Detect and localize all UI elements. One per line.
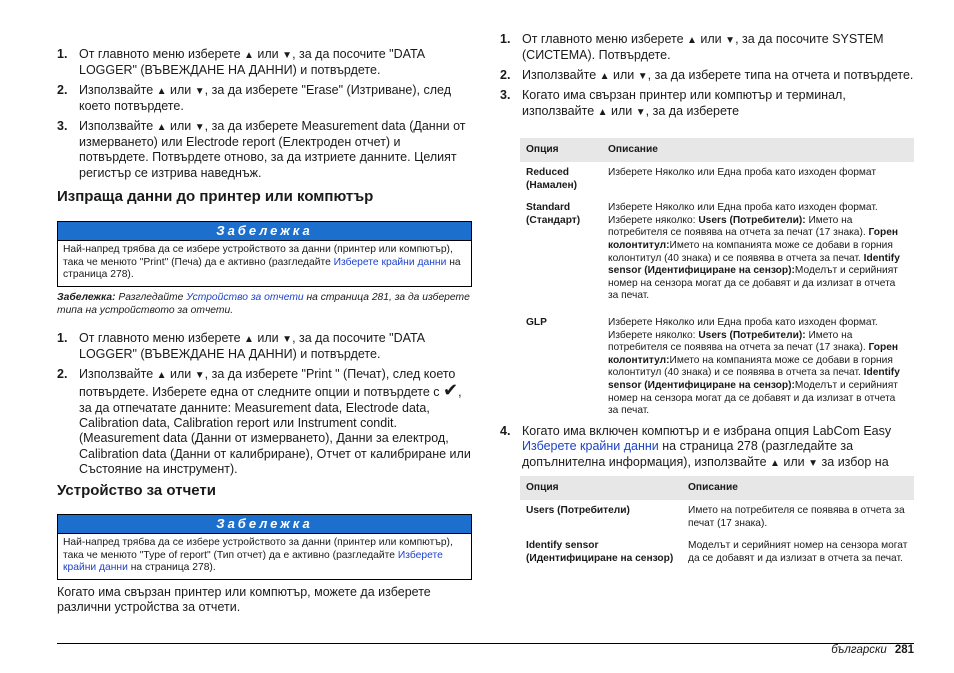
erase-steps <box>57 47 471 185</box>
col-header-option: Опция <box>520 138 602 162</box>
table-row <box>520 197 914 312</box>
desc-text: Името на компанията може се добави в горния колонтитул (40 знака) и се появява в отчета за печат. <box>608 354 893 379</box>
arrow-down-icon: ▼ <box>808 457 819 469</box>
checkmark-icon: ✔ <box>443 380 459 401</box>
remark-text-end: на страница 281, за да изберете типа на устройството за отчети. <box>57 292 470 316</box>
step-text: Използвайте <box>79 82 157 97</box>
step-text: или <box>779 454 809 469</box>
arrow-up-icon: ▲ <box>597 106 608 118</box>
section-title-send-data: Изпраща данни до принтер или компютър <box>57 188 374 205</box>
arrow-down-icon: ▼ <box>635 106 646 118</box>
step-item <box>500 68 914 84</box>
table-header-row <box>520 138 914 162</box>
step-number: 2. <box>500 67 511 82</box>
link-select-output[interactable]: Изберете крайни данни <box>333 256 447 268</box>
col-header-option: Опция <box>520 476 682 500</box>
desc-text: Моделът и серийният номер на сензора могат да се добавят и да излизат в отчета за печат. <box>608 379 898 417</box>
step-text: Използвайте <box>522 67 600 82</box>
step-item <box>57 47 471 79</box>
print-steps <box>57 331 471 482</box>
desc-bold: Identify sensor (Идентифициране на сензор): <box>608 367 900 391</box>
desc-text: Изберете Няколко или Една проба като изходен формат. Изберете няколко: <box>608 316 878 341</box>
step-text: на страница 278 (разгледайте за допълнителна информация), използвайте <box>522 439 854 469</box>
desc-bold: Identify sensor (Идентифициране на сензор): <box>608 252 900 277</box>
arrow-up-icon: ▲ <box>244 50 254 61</box>
arrow-up-icon: ▲ <box>156 369 167 381</box>
note-header: Забележка <box>58 222 471 241</box>
option-cell: Identify sensor (Идентифициране на сензор) <box>526 540 674 564</box>
table-row <box>520 535 914 570</box>
description-cell: Името на потребителя се появява в отчета за печат (17 знака). <box>688 505 905 529</box>
step-text: От главното меню изберете <box>79 331 245 345</box>
arrow-down-icon: ▼ <box>637 70 648 82</box>
option-cell: Standard (Стандарт) <box>526 202 581 226</box>
description-cell <box>602 312 914 423</box>
step-text: От главното меню изберете <box>522 32 688 46</box>
step-number: 1. <box>57 331 68 345</box>
arrow-up-icon: ▲ <box>156 85 167 97</box>
step-text: или <box>166 366 195 381</box>
option-cell: Users (Потребители) <box>526 505 630 516</box>
description-cell <box>602 197 914 312</box>
arrow-down-icon: ▼ <box>194 121 205 133</box>
step-item <box>57 367 471 478</box>
step-text: , за да изберете <box>645 103 740 118</box>
arrow-down-icon: ▼ <box>194 369 205 381</box>
desc-text: Името на потребителя се появява на отчета за печат (17 знака). <box>608 329 869 354</box>
option-cell: GLP <box>526 316 547 328</box>
note-header: Забележка <box>58 515 471 534</box>
step-item <box>57 331 471 363</box>
arrow-down-icon: ▼ <box>725 35 736 46</box>
note-text: Най-напред трябва да се избере устройството за данни (принтер или компютър), така че менюто "Print" (Печа) да е активно (разгледайте <box>63 244 453 268</box>
note-text-end: на страница 278). <box>127 562 216 574</box>
col-header-description: Описание <box>602 138 914 162</box>
step-text: , за да изберете "Print " (Печат), след което потвърдете. Изберете една от следните опции и потвърдете с <box>79 366 456 400</box>
note-text-end: на страница 278). <box>63 256 461 281</box>
arrow-down-icon: ▼ <box>282 50 293 61</box>
note-box-report-type <box>57 514 472 580</box>
step-item <box>500 88 914 120</box>
step-text: или <box>696 32 726 46</box>
note-text: Най-напред трябва да се избере устройството за данни (принтер или компютър), така че менюто "Type of report" (Тип отчет) да е активно (разгледайте <box>63 537 453 561</box>
step-text: От главното меню изберете <box>79 47 245 61</box>
table-row <box>520 162 914 197</box>
step-item <box>57 119 471 182</box>
arrow-up-icon: ▲ <box>687 35 697 46</box>
desc-text: Моделът и серийният номер на сензора могат да се добавят и да излизат в отчета за печат. <box>608 265 898 302</box>
remark-label: Забележка: <box>57 292 116 303</box>
section-title-report-device: Устройство за отчети <box>57 482 216 499</box>
desc-bold: Горен колонтитул: <box>608 342 899 366</box>
arrow-up-icon: ▲ <box>770 457 780 469</box>
step-item <box>57 83 471 115</box>
step-text: , за да изберете Measurement data (Данни от измерването) или Electrode report (Електроден отчет) и потвърдете. Потвърдете отново, за да изтриете данните. Целият регистър се изтрива наведнъж. <box>79 118 466 180</box>
labcom-options-table <box>520 476 914 570</box>
step-number: 1. <box>57 47 68 61</box>
arrow-down-icon: ▼ <box>194 85 205 97</box>
step-text: , за да отпечатате данните: Measurement data, Electrode data, Calibration data, Calibration report или Instrument condit. (Measurement data (Данни от измерването), Данни за електрод, Calibration data (Данни от калибриране), Отчет от калибриране или Състояние на инструмент). <box>79 385 471 477</box>
step-number: 2. <box>57 82 68 97</box>
note-body <box>58 534 471 579</box>
footer-language: български <box>831 644 887 656</box>
step-text: Когато има свързан принтер или компютър и терминал, използвайте <box>522 88 846 118</box>
closing-paragraph: Когато има свързан принтер или компютър, можете да изберете различни устройства за отчети. <box>57 585 431 615</box>
page-footer <box>831 643 914 657</box>
step-text: , за да посочите "DATA LOGGER" (ВЪВЕЖДАНЕ НА ДАННИ) и потвърдете. <box>79 47 425 78</box>
step-text: Използвайте <box>79 118 157 133</box>
table-row <box>520 500 914 535</box>
arrow-up-icon: ▲ <box>244 334 254 345</box>
step-number: 3. <box>500 88 511 103</box>
step-text: или <box>166 82 195 97</box>
table-header-row <box>520 476 914 500</box>
step-text: , за да изберете типа на отчета и потвърдете. <box>647 67 914 82</box>
remark-text: Разгледайте <box>115 292 187 303</box>
step-text: или <box>253 331 283 345</box>
step-text: , за да посочите SYSTEM (СИСТЕМА). Потвърдете. <box>522 32 884 63</box>
table-row <box>520 312 914 423</box>
step-text: , за да изберете "Erase" (Изтриване), след което потвърдете. <box>79 82 452 114</box>
step-text: или <box>607 103 636 118</box>
footer-divider <box>57 643 914 644</box>
note-box-print <box>57 221 472 287</box>
italic-remark <box>57 292 471 318</box>
step-number: 4. <box>500 424 511 438</box>
desc-text: Името на потребителя се появява на отчета за печат (17 знака). <box>608 214 869 239</box>
desc-bold: Горен колонтитул: <box>608 227 899 251</box>
desc-bold: Users (Потребители): <box>698 329 806 341</box>
arrow-up-icon: ▲ <box>156 121 167 133</box>
col-header-description: Описание <box>682 476 914 500</box>
report-type-steps <box>500 32 914 124</box>
step-4-list <box>500 424 914 475</box>
step-text: или <box>609 67 638 82</box>
step-text: Когато има включен компютър и е избрана опция LabCom Easy <box>522 424 892 438</box>
link-select-output[interactable]: Изберете крайни данни <box>522 439 659 454</box>
arrow-down-icon: ▼ <box>282 334 293 345</box>
step-text: за избор на <box>818 454 889 469</box>
step-number: 3. <box>57 118 68 133</box>
step-text: , за да посочите "DATA LOGGER" (ВЪВЕЖДАНЕ НА ДАННИ) и потвърдете. <box>79 331 425 362</box>
report-options-table <box>520 138 914 423</box>
desc-text: Името на компанията може се добави в горния колонтитул (40 знака) и се появява в отчета за печат. <box>608 239 893 264</box>
step-number: 2. <box>57 366 68 381</box>
description-cell: Моделът и серийният номер на сензора могат да се добавят и да излизат в отчета за печат. <box>688 540 908 564</box>
step-number: 1. <box>500 32 511 46</box>
description-cell: Изберете Няколко или Една проба като изходен формат <box>608 167 877 178</box>
arrow-up-icon: ▲ <box>599 70 610 82</box>
note-body <box>58 241 471 286</box>
link-select-output[interactable]: Изберете крайни данни <box>63 549 443 574</box>
option-cell: Reduced (Намален) <box>526 167 578 191</box>
step-text: или <box>253 47 283 61</box>
step-text: или <box>166 118 195 133</box>
step-text: Използвайте <box>79 366 157 381</box>
desc-text: Изберете Няколко или Една проба като изходен формат. Изберете няколко: <box>608 202 878 226</box>
desc-bold: Users (Потребители): <box>698 214 806 226</box>
step-item <box>500 32 914 64</box>
link-report-device[interactable]: Устройство за отчети <box>186 292 304 303</box>
step-item <box>500 424 914 471</box>
page-number: 281 <box>894 644 914 656</box>
